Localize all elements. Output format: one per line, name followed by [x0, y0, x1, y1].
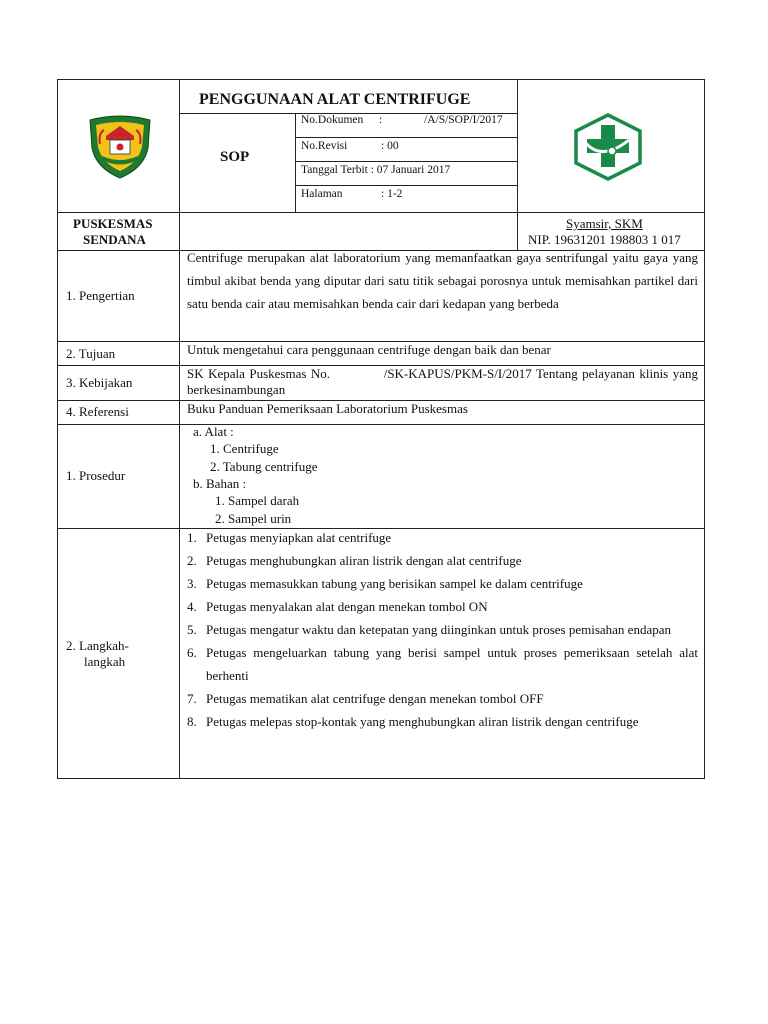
- doc-number-label: No.Dokumen: [301, 114, 364, 126]
- label-prosedur: 1. Prosedur: [66, 468, 126, 483]
- prosedur-alat-item: 2. Tabung centrifuge: [210, 459, 318, 474]
- text-tujuan: Untuk mengetahui cara penggunaan centrifuge dengan baik dan benar: [187, 342, 551, 357]
- step-item: [187, 596, 698, 619]
- step-text: Petugas memasukkan tabung yang berisikan sampel ke dalam centrifuge: [206, 576, 583, 591]
- sop-label: SOP: [220, 149, 250, 165]
- step-item: [187, 711, 698, 734]
- header-bottom-line: [57, 212, 705, 213]
- label-langkah-line2: langkah: [84, 654, 126, 669]
- steps-list: [187, 527, 698, 734]
- org-name-line1: PUSKESMAS: [73, 216, 153, 231]
- document-title: PENGGUNAAN ALAT CENTRIFUGE: [199, 91, 471, 108]
- sop-divider: [295, 113, 296, 212]
- label-kebijakan: 3. Kebijakan: [66, 375, 133, 390]
- doc-number-colon: :: [379, 114, 383, 126]
- org-name-line2: SENDANA: [83, 232, 146, 247]
- text-referensi: Buku Panduan Pemeriksaan Laboratorium Puskesmas: [187, 401, 468, 416]
- prosedur-alat-item: 1. Centrifuge: [210, 441, 279, 456]
- issue-date: Tanggal Terbit : 07 Januari 2017: [301, 164, 451, 176]
- text-pengertian: Centrifuge merupakan alat laboratorium yang memanfaatkan gaya sentrifungal yaitu gaya yang timbul akibat benda yang diputar dari satu titik sebagai porosnya untuk memisahkan partikel dari satu benda cair atau memisahkan benda cair dari kedapan yang berbeda: [187, 250, 698, 311]
- step-item: [187, 550, 698, 573]
- puskesmas-green-cross-logo: [571, 112, 645, 182]
- regional-crest-logo: [86, 114, 154, 180]
- step-item: [187, 688, 698, 711]
- step-number: 2.: [187, 553, 197, 568]
- revision-label: No.Revisi: [301, 140, 348, 152]
- prosedur-bahan-item: 1. Sampel darah: [215, 493, 300, 508]
- right-logo-divider: [517, 79, 518, 250]
- step-item: [187, 573, 698, 596]
- doc-number-value: /A/S/SOP/I/2017: [424, 114, 503, 126]
- step-number: 5.: [187, 622, 197, 637]
- page-label: Halaman: [301, 188, 343, 200]
- label-tujuan: 2. Tujuan: [66, 346, 116, 361]
- step-text: Petugas melepas stop-kontak yang menghubungkan aliran listrik dengan centrifuge: [206, 713, 639, 729]
- left-column-divider: [179, 79, 180, 779]
- step-number: 4.: [187, 599, 197, 614]
- prosedur-bahan-header: b. Bahan :: [193, 476, 247, 491]
- step-text: Petugas mengatur waktu dan ketepatan yang diinginkan untuk proses pemisahan endapan: [206, 622, 671, 637]
- page-value: : 1-2: [381, 188, 403, 200]
- prosedur-bahan-item: 2. Sampel urin: [215, 511, 292, 526]
- step-text: Petugas mengeluarkan tabung yang berisi sampel untuk proses pemeriksaan setelah alat berhenti: [206, 645, 698, 683]
- signer-nip: NIP. 19631201 198803 1 017: [528, 232, 681, 247]
- step-item: [187, 527, 698, 550]
- row-line-referensi: [57, 424, 705, 425]
- step-item: [187, 619, 698, 642]
- step-text: Petugas mematikan alat centrifuge dengan menekan tombol OFF: [206, 690, 544, 706]
- prosedur-alat-header: a. Alat :: [193, 424, 234, 439]
- signer-name: Syamsir, SKM: [566, 216, 643, 231]
- step-text: Petugas menyiapkan alat centrifuge: [206, 530, 392, 545]
- step-number: 7.: [187, 690, 197, 706]
- step-number: 6.: [187, 645, 197, 660]
- step-number: 3.: [187, 576, 197, 591]
- step-number: 1.: [187, 530, 197, 545]
- step-item: [187, 642, 698, 687]
- label-langkah-line1: 2. Langkah-: [66, 638, 129, 653]
- step-number: 8.: [187, 713, 197, 729]
- label-pengertian: 1. Pengertian: [66, 288, 135, 303]
- step-text: Petugas menyalakan alat dengan menekan tombol ON: [206, 599, 488, 614]
- step-text: Petugas menghubungkan aliran listrik dengan alat centrifuge: [206, 553, 522, 568]
- text-kebijakan: SK Kepala Puskesmas No. /SK-KAPUS/PKM-S/I/2017 Tentang pelayanan klinis yang berkesinambungan: [187, 366, 702, 397]
- label-referensi: 4. Referensi: [66, 404, 129, 419]
- revision-value: : 00: [381, 140, 399, 152]
